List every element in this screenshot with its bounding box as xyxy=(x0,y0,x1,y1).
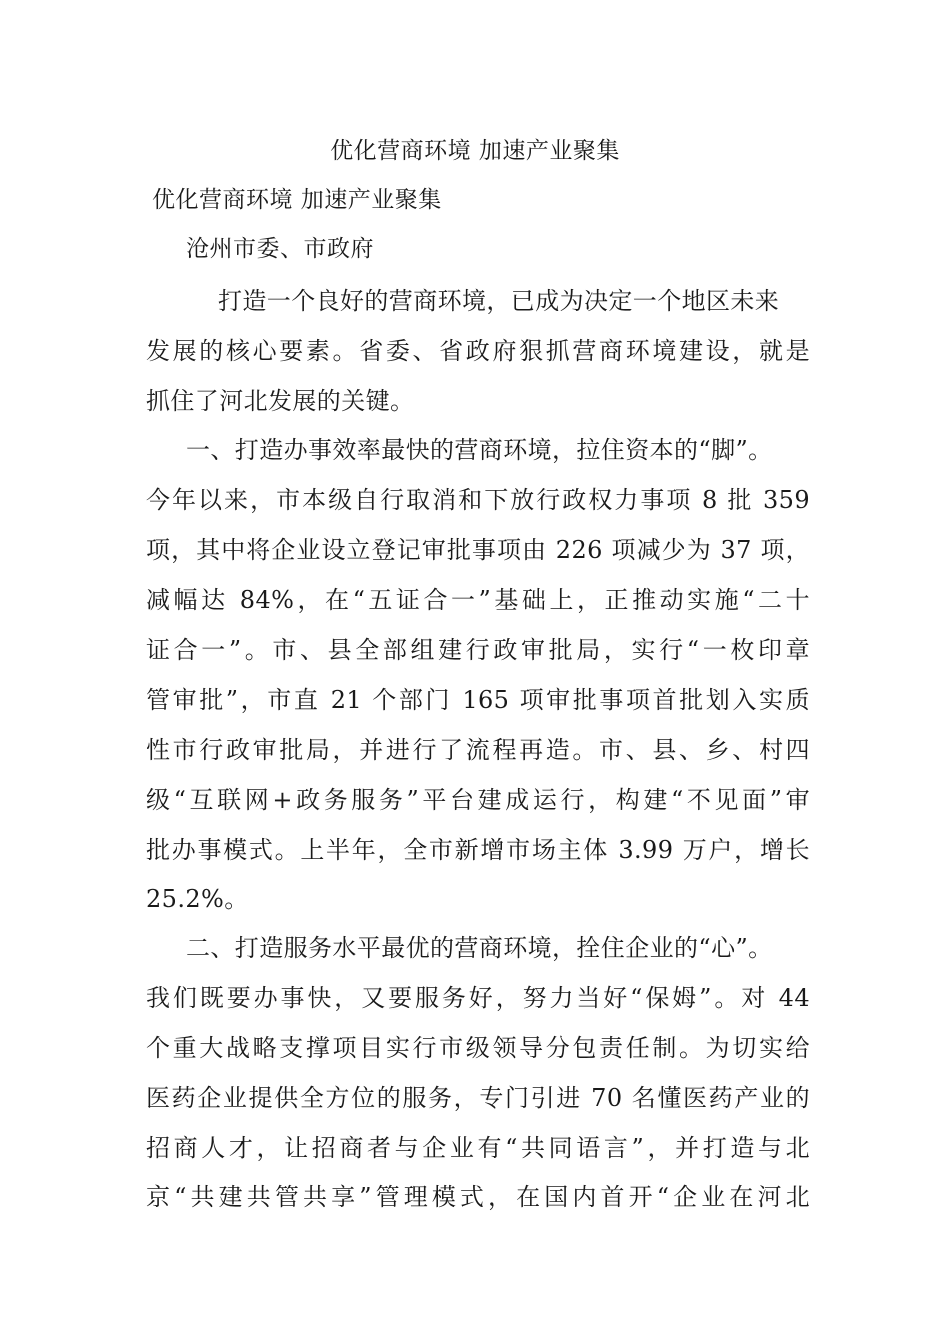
paragraph-line: 个重大战略支撑项目实行市级领导分包责任制。为切实给 xyxy=(146,1034,810,1062)
paragraph-line: 打造一个良好的营商环境，已成为决定一个地区未来 xyxy=(218,287,780,315)
paragraph-line: 二、打造服务水平最优的营商环境，拴住企业的“心”。 xyxy=(186,934,773,962)
document-title: 优化营商环境 加速产业聚集 xyxy=(330,138,620,164)
paragraph-line: 25.2%。 xyxy=(146,885,249,913)
paragraph-line: 招商人才，让招商者与企业有“共同语言”，并打造与北 xyxy=(146,1134,810,1162)
paragraph-line: 项，其中将企业设立登记审批事项由 226 项减少为 37 项， xyxy=(146,536,810,564)
paragraph-line: 减幅达 84%，在“五证合一”基础上，正推动实施“二十 xyxy=(146,586,810,614)
paragraph-line: 证合一”。市、县全部组建行政审批局，实行“一枚印章 xyxy=(146,636,810,664)
paragraph-line: 今年以来，市本级自行取消和下放行政权力事项 8 批 359 xyxy=(146,486,810,514)
document-author: 沧州市委、市政府 xyxy=(186,236,374,262)
paragraph-line: 一、打造办事效率最快的营商环境，拉住资本的“脚”。 xyxy=(186,436,773,464)
paragraph-line: 抓住了河北发展的关键。 xyxy=(146,387,415,415)
paragraph-line: 发展的核心要素。省委、省政府狠抓营商环境建设，就是 xyxy=(146,337,810,365)
paragraph-line: 性市行政审批局，并进行了流程再造。市、县、乡、村四 xyxy=(146,736,810,764)
paragraph-line: 京“共建共管共享”管理模式，在国内首开“企业在河北 xyxy=(146,1183,810,1211)
document-subtitle: 优化营商环境 加速产业聚集 xyxy=(152,187,442,213)
paragraph-line: 级“互联网+政务服务”平台建成运行，构建“不见面”审 xyxy=(146,786,810,814)
paragraph-line: 批办事模式。上半年，全市新增市场主体 3.99 万户，增长 xyxy=(146,836,810,864)
paragraph-line: 我们既要办事快，又要服务好，努力当好“保姆”。对 44 xyxy=(146,984,810,1012)
paragraph-line: 管审批”，市直 21 个部门 165 项审批事项首批划入实质 xyxy=(146,686,810,714)
paragraph-line: 医药企业提供全方位的服务，专门引进 70 名懂医药产业的 xyxy=(146,1084,810,1112)
